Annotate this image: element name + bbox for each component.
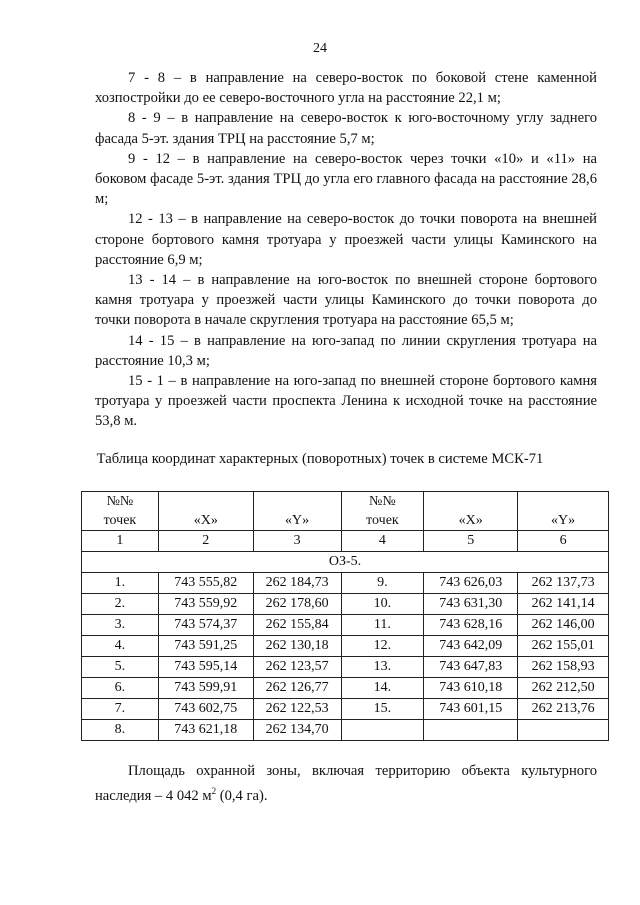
point-number: 4. [82,636,159,657]
point-number: 11. [341,615,424,636]
point-number: 12. [341,636,424,657]
paragraph-7-8: 7 - 8 – в направление на северо-восток по боковой стене каменной хозпостройки до ее северо-восточного угла на расстояние 22,1 м; [95,70,597,107]
y-coordinate: 262 178,60 [253,594,341,615]
column-number: 1 [82,531,159,552]
y-coordinate: 262 158,93 [518,657,609,678]
header-point-number-2: №№ точек [341,492,424,531]
table-row [82,657,609,678]
y-coordinate: 262 146,00 [518,615,609,636]
table-row [82,720,609,741]
section-label: ОЗ-5. [82,552,609,573]
table-row [82,636,609,657]
column-number-row [82,531,609,552]
x-coordinate: 743 621,18 [158,720,253,741]
table-caption: Таблица координат характерных (поворотных) точек в системе МСК-71 [96,451,544,467]
x-coordinate [424,720,518,741]
y-coordinate: 262 137,73 [518,573,609,594]
y-coordinate: 262 141,14 [518,594,609,615]
header-x-2: «X» [424,492,518,531]
y-coordinate: 262 123,57 [253,657,341,678]
y-coordinate: 262 213,76 [518,699,609,720]
column-number: 2 [158,531,253,552]
point-number: 2. [82,594,159,615]
x-coordinate: 743 628,16 [424,615,518,636]
header-y: «Y» [253,492,341,531]
area-paragraph: Площадь охранной зоны, включая территорию объекта культурного наследия – 4 042 $м^2$ (0,4 га). [95,763,597,805]
point-number: 1. [82,573,159,594]
x-coordinate: 743 602,75 [158,699,253,720]
x-coordinate: 743 626,03 [424,573,518,594]
column-number: 5 [424,531,518,552]
table-body [82,573,609,741]
coordinates-table [81,491,609,741]
paragraph-15-1: 15 - 1 – в направление на юго-запад по внешней стороне бортового камня тротуара у проезжей части проспекта Ленина к исходной точке на расстояние 53,8 м. [95,373,597,430]
table-header-row [82,492,609,531]
paragraph-14-15: 14 - 15 – в направление на юго-запад по линии скругления тротуара на расстояние 10,3 м; [95,332,597,369]
table-row [82,594,609,615]
x-coordinate: 743 559,92 [158,594,253,615]
paragraph-8-9: 8 - 9 – в направление на северо-восток к юго-восточному углу заднего фасада 5-эт. здания ТРЦ на расстояние 5,7 м; [95,110,597,147]
table-row [82,615,609,636]
x-coordinate: 743 631,30 [424,594,518,615]
point-number: 15. [341,699,424,720]
header-x: «X» [158,492,253,531]
paragraph-9-12: 9 - 12 – в направление на северо-восток через точки «10» и «11» на боковом фасаде 5-эт. здания ТРЦ до угла его главного фасада на расстояние 28,6 м; [95,150,597,208]
header-y-2: «Y» [518,492,609,531]
point-number: 13. [341,657,424,678]
point-number [341,720,424,741]
area-statement [95,761,597,806]
column-number: 4 [341,531,424,552]
table-row [82,678,609,699]
x-coordinate: 743 574,37 [158,615,253,636]
x-coordinate: 743 599,91 [158,678,253,699]
column-number: 3 [253,531,341,552]
x-coordinate: 743 601,15 [424,699,518,720]
y-coordinate: 262 122,53 [253,699,341,720]
paragraph-13-14: 13 - 14 – в направление на юго-восток по внешней стороне бортового камня тротуара у проезжей части улицы Каминского до точки поворота до точки поворота в начале скругления тротуара на расстояние 65,5 м; [95,272,597,329]
table-row [82,573,609,594]
x-coordinate: 743 610,18 [424,678,518,699]
y-coordinate: 262 126,77 [253,678,341,699]
page-number: 24 [313,41,327,56]
boundary-description [95,68,597,432]
x-coordinate: 743 647,83 [424,657,518,678]
x-coordinate: 743 595,14 [158,657,253,678]
x-coordinate: 743 555,82 [158,573,253,594]
y-coordinate: 262 130,18 [253,636,341,657]
point-number: 9. [341,573,424,594]
y-coordinate [518,720,609,741]
header-point-number: №№ точек [82,492,159,531]
paragraph-12-13: 12 - 13 – в направление на северо-восток до точки поворота на внешней стороне бортового камня тротуара у проезжей части улицы Каминского на расстояние 6,9 м; [95,211,597,268]
point-number: 8. [82,720,159,741]
y-coordinate: 262 134,70 [253,720,341,741]
x-coordinate: 743 642,09 [424,636,518,657]
section-row [82,552,609,573]
y-coordinate: 262 184,73 [253,573,341,594]
point-number: 5. [82,657,159,678]
point-number: 14. [341,678,424,699]
y-coordinate: 262 155,01 [518,636,609,657]
y-coordinate: 262 212,50 [518,678,609,699]
point-number: 10. [341,594,424,615]
point-number: 3. [82,615,159,636]
y-coordinate: 262 155,84 [253,615,341,636]
column-number: 6 [518,531,609,552]
table-row [82,699,609,720]
point-number: 6. [82,678,159,699]
point-number: 7. [82,699,159,720]
x-coordinate: 743 591,25 [158,636,253,657]
